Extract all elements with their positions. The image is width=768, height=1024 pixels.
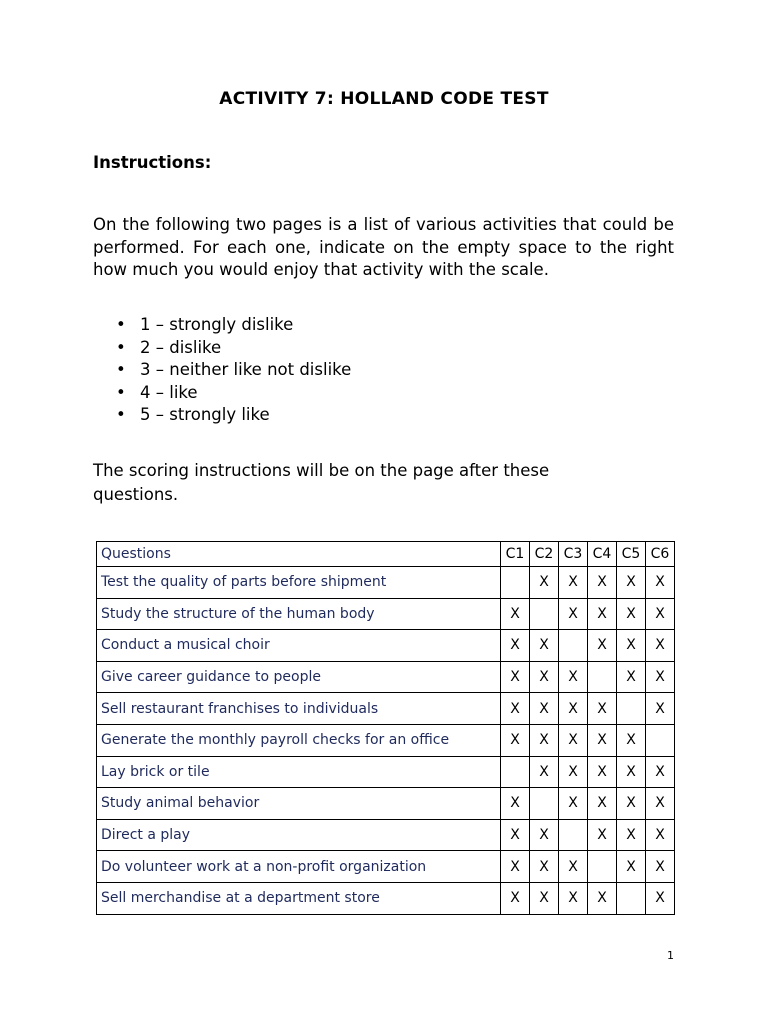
questions-table <box>96 541 675 915</box>
mark-cell-c2: X <box>530 630 559 662</box>
mark-cell-c3: X <box>559 661 588 693</box>
scale-item <box>93 337 351 360</box>
bullet-icon: • <box>116 360 126 380</box>
mark-cell-c1 <box>501 756 530 788</box>
mark-cell-c4: X <box>588 819 617 851</box>
table-row <box>97 851 675 883</box>
scale-item <box>93 404 351 427</box>
mark-cell-c6: X <box>646 819 675 851</box>
column-header-c6: C6 <box>646 542 675 567</box>
mark-cell-c1 <box>501 567 530 599</box>
mark-cell-c5 <box>617 693 646 725</box>
mark-cell-c2: X <box>530 661 559 693</box>
mark-cell-c3: X <box>559 756 588 788</box>
mark-cell-c4: X <box>588 788 617 820</box>
table-header-row <box>97 542 675 567</box>
mark-cell-c5: X <box>617 661 646 693</box>
scale-item-label: 3 – neither like not dislike <box>140 360 352 380</box>
mark-cell-c2 <box>530 788 559 820</box>
mark-cell-c5: X <box>617 567 646 599</box>
mark-cell-c2: X <box>530 851 559 883</box>
table-body <box>97 567 675 915</box>
table-row <box>97 693 675 725</box>
page-number: 1 <box>667 949 674 962</box>
mark-cell-c3 <box>559 819 588 851</box>
column-header-c5: C5 <box>617 542 646 567</box>
mark-cell-c4: X <box>588 882 617 914</box>
question-cell: Generate the monthly payroll checks for an office <box>97 724 501 756</box>
scale-item-label: 1 – strongly dislike <box>140 315 294 334</box>
mark-cell-c3: X <box>559 882 588 914</box>
mark-cell-c3: X <box>559 567 588 599</box>
question-cell: Conduct a musical choir <box>97 630 501 662</box>
bullet-icon: • <box>116 405 126 425</box>
scale-list <box>93 314 351 427</box>
table-row <box>97 661 675 693</box>
mark-cell-c6: X <box>646 567 675 599</box>
instructions-heading: Instructions: <box>93 153 212 172</box>
column-header-c3: C3 <box>559 542 588 567</box>
questions-column-header: Questions <box>97 542 501 567</box>
column-header-c4: C4 <box>588 542 617 567</box>
mark-cell-c1: X <box>501 598 530 630</box>
table-row <box>97 630 675 662</box>
mark-cell-c2: X <box>530 819 559 851</box>
mark-cell-c4 <box>588 661 617 693</box>
mark-cell-c4: X <box>588 567 617 599</box>
mark-cell-c1: X <box>501 882 530 914</box>
question-cell: Direct a play <box>97 819 501 851</box>
table-row <box>97 724 675 756</box>
question-cell: Study the structure of the human body <box>97 598 501 630</box>
mark-cell-c4: X <box>588 693 617 725</box>
mark-cell-c5 <box>617 882 646 914</box>
intro-paragraph: On the following two pages is a list of various activities that could be performed. For each one, indicate on the empty space to the right how much you would enjoy that activity with the scale. <box>93 215 674 280</box>
question-cell: Test the quality of parts before shipment <box>97 567 501 599</box>
mark-cell-c1: X <box>501 630 530 662</box>
mark-cell-c4: X <box>588 724 617 756</box>
mark-cell-c5: X <box>617 724 646 756</box>
question-cell: Lay brick or tile <box>97 756 501 788</box>
bullet-icon: • <box>116 382 126 402</box>
mark-cell-c2: X <box>530 567 559 599</box>
mark-cell-c6: X <box>646 788 675 820</box>
mark-cell-c4: X <box>588 756 617 788</box>
question-cell: Do volunteer work at a non-profit organization <box>97 851 501 883</box>
scale-item-label: 5 – strongly like <box>140 405 270 425</box>
bullet-icon: • <box>116 337 126 357</box>
table-row <box>97 882 675 914</box>
question-cell: Sell restaurant franchises to individuals <box>97 693 501 725</box>
mark-cell-c5: X <box>617 756 646 788</box>
scale-item-label: 2 – dislike <box>140 337 222 357</box>
table-row <box>97 756 675 788</box>
scale-item <box>93 314 351 337</box>
mark-cell-c4: X <box>588 630 617 662</box>
mark-cell-c6 <box>646 724 675 756</box>
table-row <box>97 788 675 820</box>
mark-cell-c1: X <box>501 661 530 693</box>
scale-item <box>93 359 351 382</box>
mark-cell-c1: X <box>501 851 530 883</box>
scoring-note: The scoring instructions will be on the page after these questions. <box>93 461 550 504</box>
mark-cell-c4 <box>588 851 617 883</box>
mark-cell-c6: X <box>646 693 675 725</box>
table-row <box>97 598 675 630</box>
mark-cell-c2: X <box>530 882 559 914</box>
mark-cell-c6: X <box>646 598 675 630</box>
mark-cell-c6: X <box>646 661 675 693</box>
scale-item <box>93 382 351 405</box>
mark-cell-c1: X <box>501 788 530 820</box>
mark-cell-c1: X <box>501 724 530 756</box>
mark-cell-c2: X <box>530 693 559 725</box>
mark-cell-c5: X <box>617 598 646 630</box>
mark-cell-c5: X <box>617 788 646 820</box>
mark-cell-c1: X <box>501 693 530 725</box>
mark-cell-c2: X <box>530 756 559 788</box>
bullet-icon: • <box>116 315 126 334</box>
mark-cell-c3: X <box>559 788 588 820</box>
mark-cell-c2 <box>530 598 559 630</box>
page-title: ACTIVITY 7: HOLLAND CODE TEST <box>219 89 549 109</box>
mark-cell-c6: X <box>646 851 675 883</box>
mark-cell-c2: X <box>530 724 559 756</box>
mark-cell-c4: X <box>588 598 617 630</box>
question-cell: Sell merchandise at a department store <box>97 882 501 914</box>
column-header-c2: C2 <box>530 542 559 567</box>
mark-cell-c3 <box>559 630 588 662</box>
mark-cell-c1: X <box>501 819 530 851</box>
mark-cell-c5: X <box>617 819 646 851</box>
mark-cell-c3: X <box>559 724 588 756</box>
mark-cell-c6: X <box>646 756 675 788</box>
mark-cell-c3: X <box>559 598 588 630</box>
table-row <box>97 819 675 851</box>
table-row <box>97 567 675 599</box>
mark-cell-c5: X <box>617 851 646 883</box>
column-header-c1: C1 <box>501 542 530 567</box>
question-cell: Give career guidance to people <box>97 661 501 693</box>
mark-cell-c6: X <box>646 882 675 914</box>
scale-item-label: 4 – like <box>140 382 198 402</box>
mark-cell-c3: X <box>559 693 588 725</box>
mark-cell-c5: X <box>617 630 646 662</box>
mark-cell-c6: X <box>646 630 675 662</box>
mark-cell-c3: X <box>559 851 588 883</box>
question-cell: Study animal behavior <box>97 788 501 820</box>
